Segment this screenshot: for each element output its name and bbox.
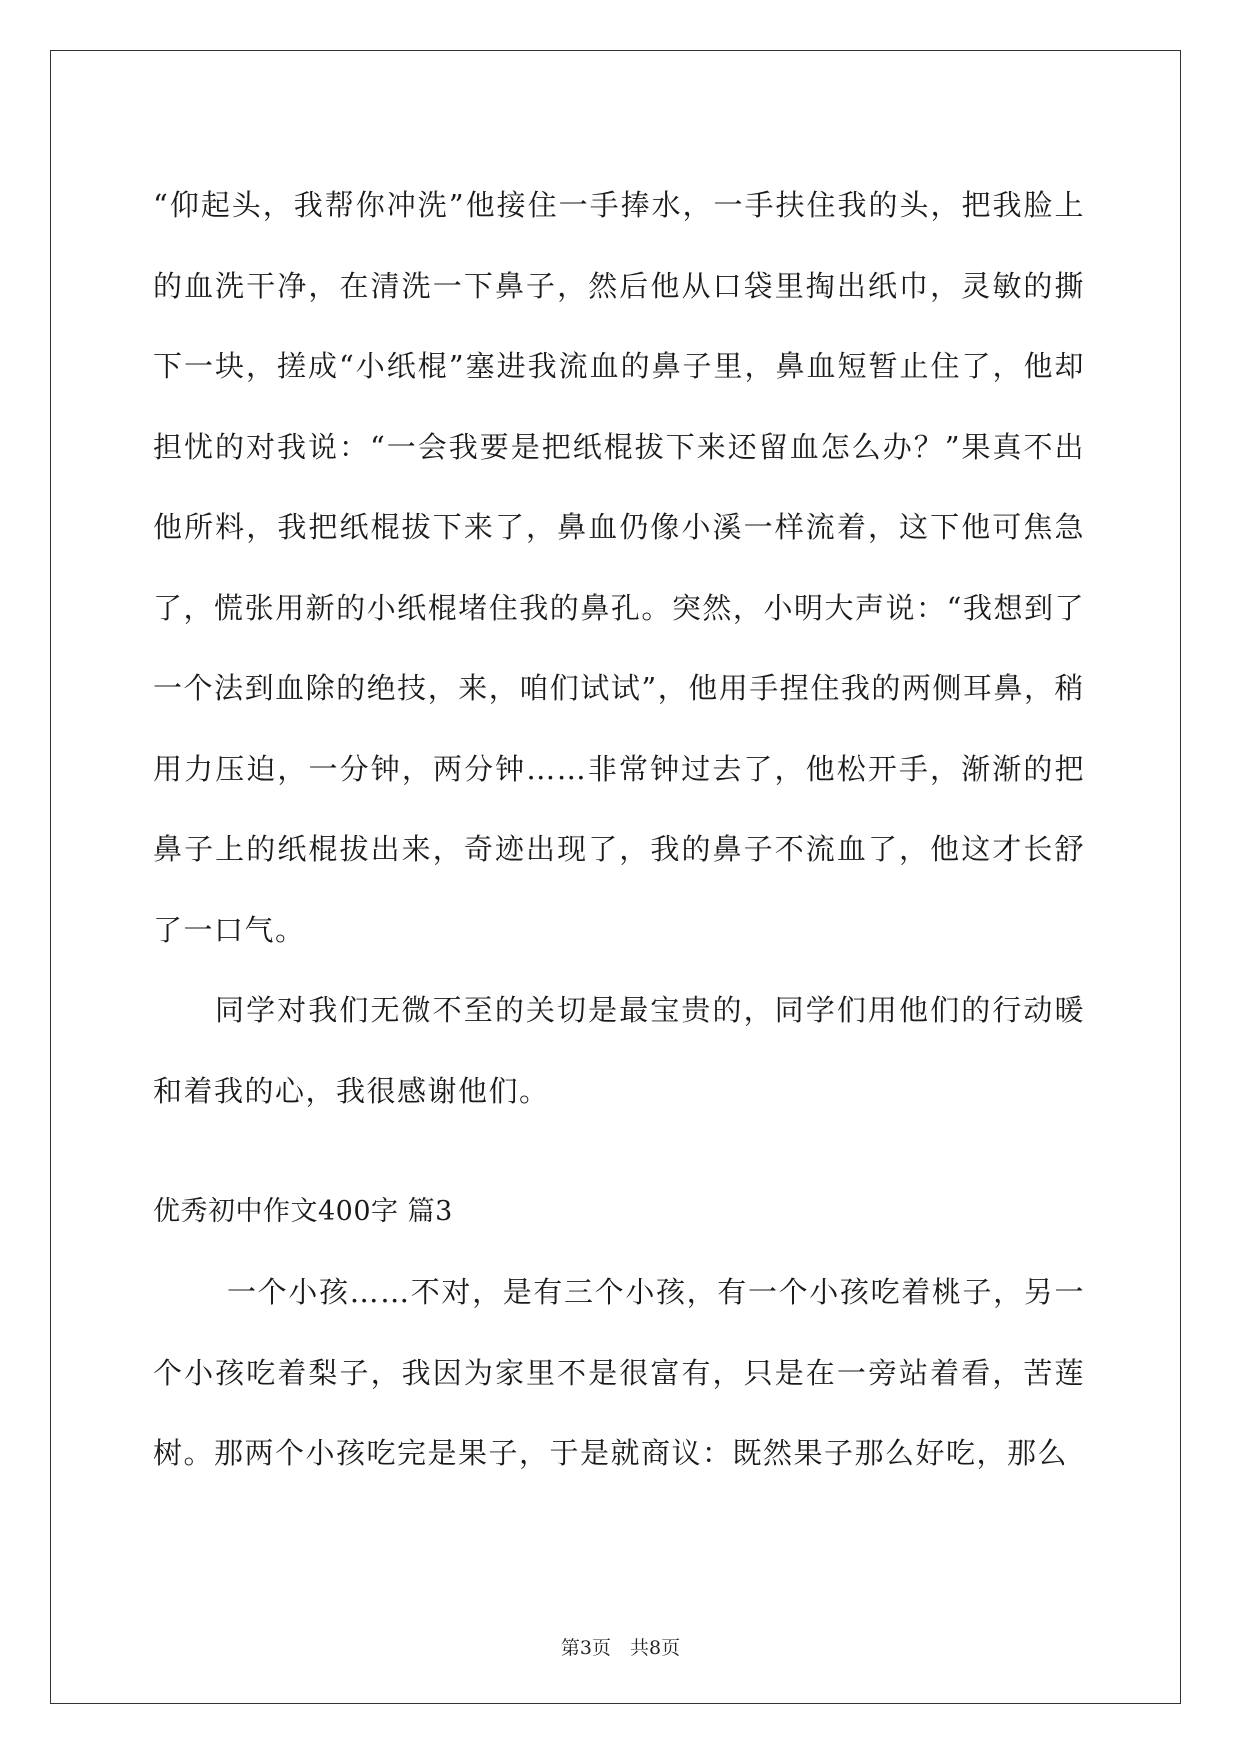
paragraph-3: 一个小孩……不对，是有三个小孩，有一个小孩吃着桃子，另一个小孩吃着梨子，我因为家里不是很富有，只是在一旁站着看，苦莲树。那两个小孩吃完是果子，于是就商议：既然果子那么好吃，那么 <box>153 1275 1085 1470</box>
document-body <box>153 165 1085 1494</box>
page-footer: 第3页 共8页 <box>560 1637 681 1659</box>
section-heading: 优秀初中作文400字 篇3 <box>153 1196 453 1227</box>
paragraph-2: 同学对我们无微不至的关切是最宝贵的，同学们用他们的行动暖和着我的心，我很感谢他们。 <box>153 993 1085 1108</box>
paragraph-1: “仰起头，我帮你冲洗”他接住一手捧水，一手扶住我的头，把我脸上的血洗干净，在清洗一下鼻子，然后他从口袋里掏出纸巾，灵敏的撕下一块，搓成“小纸棍”塞进我流血的鼻子里，鼻血短暂止住了，他却担忧的对我说：“一会我要是把纸棍拔下来还留血怎么办？”果真不出他所料，我把纸棍拔下来了，鼻血仍像小溪一样流着，这下他可焦急了，慌张用新的小纸棍堵住我的鼻孔。突然，小明大声说：“我想到了一个法到血除的绝技，来，咱们试试”，他用手捏住我的两侧耳鼻，稍用力压迫，一分钟，两分钟……非常钟过去了，他松开手，渐渐的把鼻子上的纸棍拔出来，奇迹出现了，我的鼻子不流血了，他这才长舒了一口气。 <box>153 188 1085 947</box>
